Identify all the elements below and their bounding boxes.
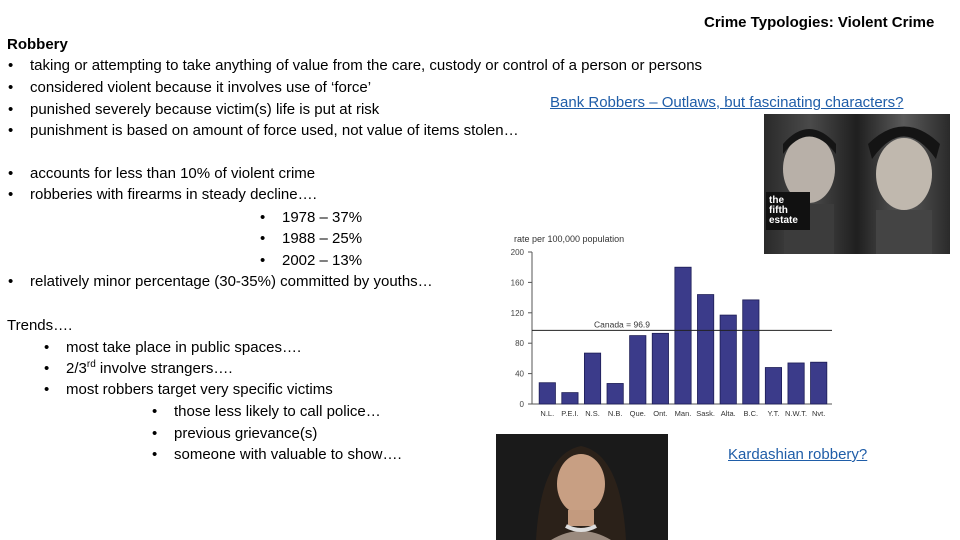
robbery-heading: Robbery [7, 36, 68, 53]
trend-item: • most robbers target very specific victims [44, 381, 333, 398]
chart-x-tick-label: Nvt. [812, 409, 826, 418]
kardashian-link[interactable]: Kardashian robbery? [728, 446, 868, 463]
chart-bar [788, 363, 804, 404]
chart-y-tick-label: 160 [510, 278, 524, 288]
chart-x-tick-label: N.B. [607, 409, 623, 418]
chart-bar [607, 383, 623, 404]
trend-item: • most take place in public spaces…. [44, 339, 302, 356]
stats-bullet: • accounts for less than 10% of violent crime [8, 165, 316, 182]
stats-bullet: • robberies with firearms in steady decline…. [8, 186, 317, 203]
fifth-estate-badge: the fifth estate [766, 192, 810, 230]
chart-bar [743, 300, 759, 404]
chart-y-tick-label: 120 [510, 308, 524, 318]
definition-bullet: • punishment is based on amount of force used, not value of items stolen… [8, 122, 519, 139]
chart-y-tick-label: 40 [515, 369, 524, 379]
firearm-year-item: • 1988 – 25% [260, 230, 363, 247]
chart-x-tick-label: Que. [629, 409, 646, 418]
chart-bar [811, 362, 827, 404]
chart-bar [697, 295, 713, 404]
trends-heading: Trends…. [7, 317, 73, 334]
chart-bar [720, 315, 736, 404]
chart-bar [539, 383, 555, 404]
chart-bar [630, 336, 646, 404]
chart-ylabel: rate per 100,000 population [514, 234, 625, 244]
victim-item: • someone with valuable to show…. [152, 446, 402, 463]
chart-bar [675, 267, 691, 404]
definition-bullet: • considered violent because it involves use of ‘force’ [8, 79, 372, 96]
victim-item: • previous grievance(s) [152, 425, 318, 442]
chart-x-tick-label: Ont. [653, 409, 668, 418]
chart-y-tick-label: 80 [515, 339, 524, 349]
robbery-rate-chart [496, 232, 840, 420]
chart-bar [584, 353, 600, 404]
portrait-shape [496, 434, 668, 540]
chart-svg [496, 232, 840, 420]
firearm-year-item: • 2002 – 13% [260, 252, 363, 269]
chart-x-tick-label: N.L. [540, 409, 555, 418]
victim-item: • those less likely to call police… [152, 403, 381, 420]
slide-title: Crime Typologies: Violent Crime [704, 14, 935, 31]
chart-y-tick-label: 0 [519, 400, 524, 409]
definition-bullet: • punished severely because victim(s) life is put at risk [8, 101, 380, 118]
definition-bullet: • taking or attempting to take anything of value from the care, custody or control of a person or persons [8, 57, 703, 74]
firearm-year-item: • 1978 – 37% [260, 209, 363, 226]
chart-bar [652, 333, 668, 404]
trend-item: • 2/3rd involve strangers…. [44, 359, 233, 377]
chart-x-tick-label: Man. [674, 409, 692, 418]
chart-reference-label: Canada = 96.9 [594, 319, 651, 330]
chart-x-tick-label: N.W.T. [785, 409, 808, 418]
chart-x-tick-label: P.E.I. [561, 409, 579, 418]
chart-x-tick-label: N.S. [585, 409, 600, 418]
kardashian-photo [496, 434, 668, 540]
chart-x-tick-label: B.C. [743, 409, 759, 418]
chart-x-tick-label: Alta. [720, 409, 736, 418]
bank-robbers-link[interactable]: Bank Robbers – Outlaws, but fascinating characters? [550, 94, 904, 111]
chart-x-tick-label: Y.T. [767, 409, 780, 418]
chart-x-tick-label: Sask. [696, 409, 715, 418]
chart-bar [765, 368, 781, 404]
chart-bar [562, 393, 578, 404]
chart-y-tick-label: 200 [510, 248, 524, 257]
youth-bullet: • relatively minor percentage (30-35%) committed by youths… [8, 273, 433, 290]
